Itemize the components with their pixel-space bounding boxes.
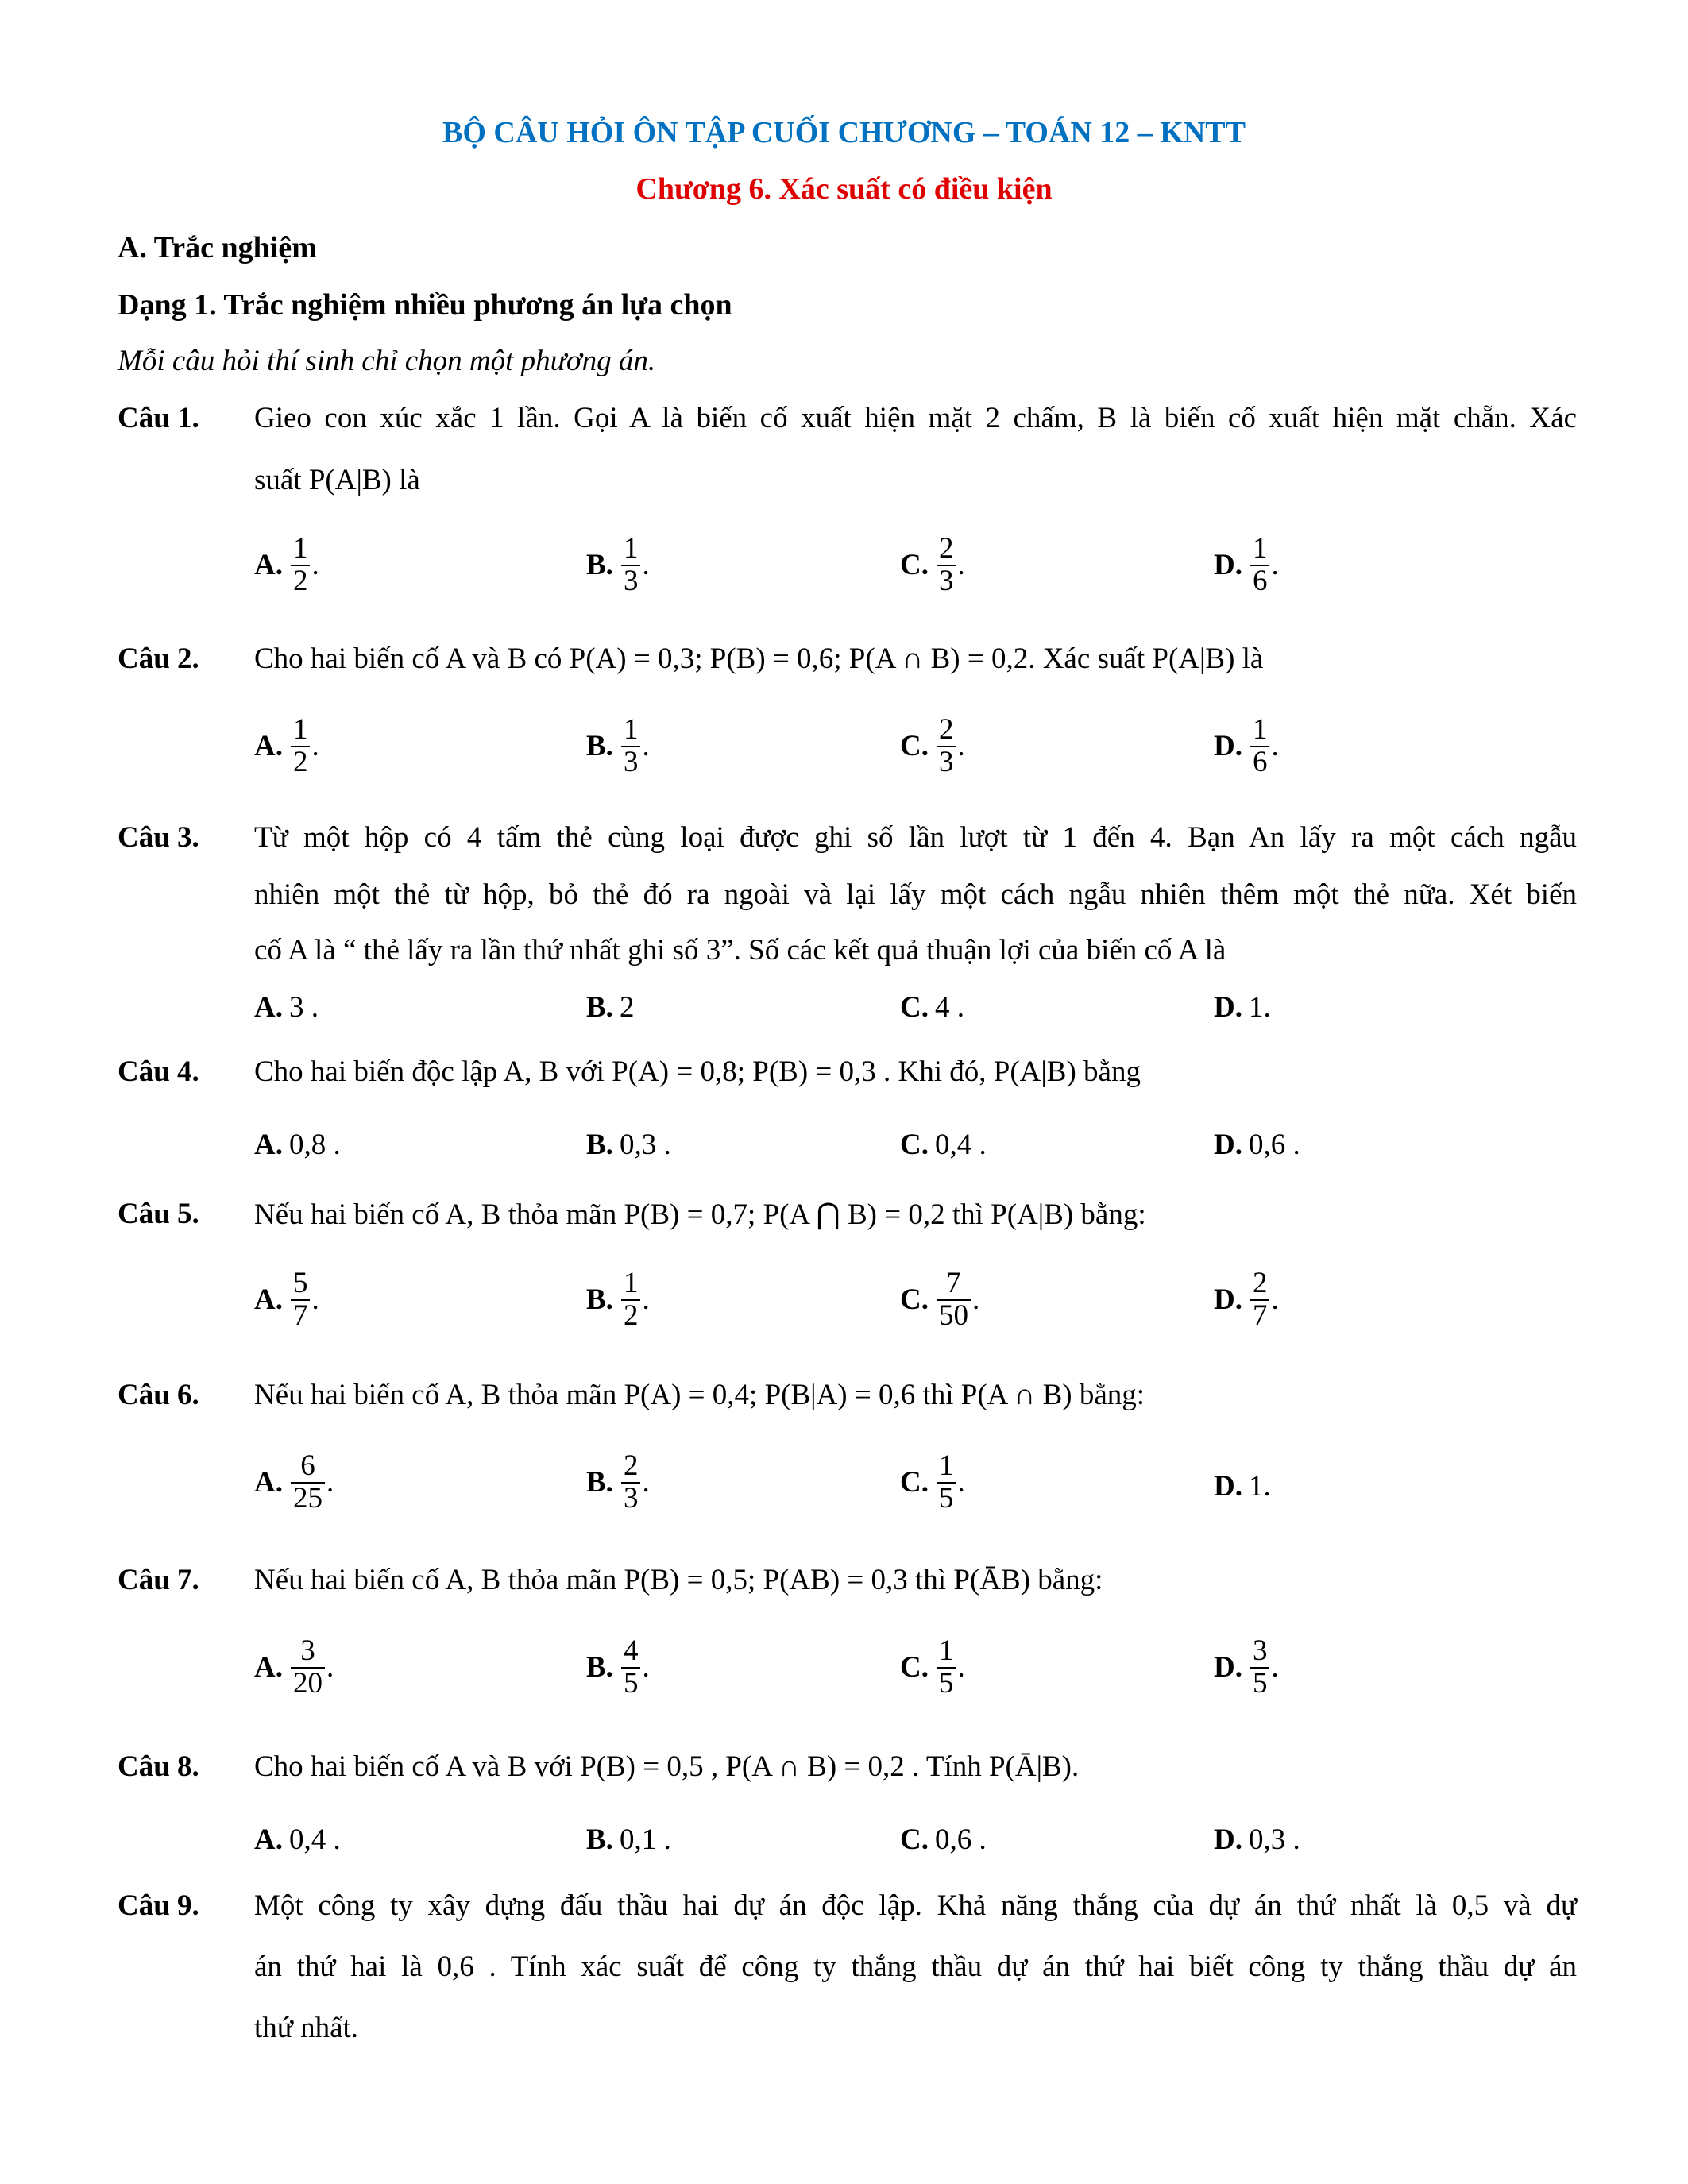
numerator: 1 [623,1267,639,1299]
fraction [291,1451,325,1515]
document-title: BỘ CÂU HỎI ÔN TẬP CUỐI CHƯƠNG – TOÁN 12 – KNTT [442,116,1246,149]
option-a[interactable] [254,534,319,597]
fraction [621,1268,641,1332]
option-c[interactable] [900,1823,987,1857]
option-value: 0,4 . [934,1129,987,1161]
numerator: 1 [292,713,308,746]
question-type-heading: Dạng 1. Trắc nghiệm nhiều phương án lựa chọn [118,288,732,322]
option-suffix: . [1271,1651,1279,1684]
option-c[interactable] [900,534,965,597]
numerator: 3 [1252,1634,1268,1667]
fraction [291,715,311,778]
option-value: 0,6 . [934,1823,987,1856]
question-label: Câu 7. [118,1564,199,1596]
fraction [621,534,641,597]
option-key: A. [254,991,283,1024]
option-b[interactable] [586,1636,650,1700]
denominator: 6 [1250,746,1270,778]
denominator: 3 [621,746,641,778]
fraction [937,1268,971,1332]
option-c[interactable] [900,1268,979,1332]
question-text-line: Nếu hai biến cố A, B thỏa mãn P(B) = 0,7; P(A ⋂ B) = 0,2 thì P(A|B) bằng: [254,1198,1146,1231]
option-key: A. [254,1466,283,1499]
denominator: 20 [291,1667,325,1700]
denominator: 3 [937,746,956,778]
fraction [1250,1268,1270,1332]
instruction-text: Mỗi câu hỏi thí sinh chỉ chọn một phương án. [118,345,656,377]
option-suffix: . [642,730,650,763]
question-text-line: cố A là “ thẻ lấy ra lần thứ nhất ghi số 3”. Số các kết quả thuận lợi của biến cố A là [254,934,1226,967]
option-value: 1. [1248,1470,1271,1503]
option-key: C. [900,991,929,1024]
chapter-title: Chương 6. Xác suất có điều kiện [635,172,1053,206]
option-key: B. [586,1651,613,1684]
option-a[interactable] [254,990,319,1024]
option-key: D. [1214,1129,1242,1161]
question-text-line: thứ nhất. [254,2012,359,2044]
option-key: C. [900,1283,929,1317]
option-suffix: . [311,1283,319,1317]
option-suffix: . [642,1283,650,1317]
denominator: 3 [621,1482,641,1515]
question-label: Câu 8. [118,1750,199,1783]
option-suffix: . [971,1283,980,1317]
option-key: D. [1214,730,1242,763]
numerator: 2 [623,1449,639,1482]
numerator: 3 [300,1634,315,1667]
numerator: 4 [623,1634,639,1667]
denominator: 25 [291,1482,325,1515]
question-text-line: Một công ty xây dựng đấu thầu hai dự án độc lập. Khả năng thắng của dự án thứ nhất là 0,5 và dự [254,1889,1577,1922]
question-text-line: Nếu hai biến cố A, B thỏa mãn P(B) = 0,5; P(AB) = 0,3 thì P(ĀB) bằng: [254,1564,1103,1596]
option-key: B. [586,1823,613,1856]
option-suffix: . [1271,549,1279,582]
option-suffix: . [311,730,319,763]
option-c[interactable] [900,1451,965,1515]
option-a[interactable] [254,1128,341,1162]
question-text-line: Cho hai biến độc lập A, B với P(A) = 0,8; P(B) = 0,3 . Khi đó, P(A|B) bằng [254,1055,1141,1088]
section-heading: A. Trắc nghiệm [118,231,317,264]
fraction [1250,715,1270,778]
option-c[interactable] [900,990,964,1024]
option-key: D. [1214,1651,1242,1684]
option-suffix: . [957,549,965,582]
option-value: 2 [619,991,635,1024]
option-a[interactable] [254,1636,334,1700]
option-key: D. [1214,549,1242,582]
option-d[interactable] [1214,1469,1271,1503]
option-value: 0,1 . [619,1823,671,1856]
fraction [937,1451,956,1515]
option-suffix: . [957,1651,965,1684]
option-key: C. [900,1651,929,1684]
option-suffix: . [326,1466,334,1499]
option-suffix: . [311,549,319,582]
question-label: Câu 9. [118,1889,199,1922]
option-key: B. [586,1283,613,1317]
option-a[interactable] [254,1823,341,1857]
numerator: 1 [292,532,308,565]
question-text-line: án thứ hai là 0,6 . Tính xác suất để công ty thắng thầu dự án thứ hai biết công ty thắng thầu dự án [254,1951,1577,1983]
denominator: 2 [291,565,311,597]
option-a[interactable] [254,1451,334,1515]
fraction [291,534,311,597]
question-text-line: Cho hai biến cố A và B với P(B) = 0,5 , P(A ∩ B) = 0,2 . Tính P(Ā|B). [254,1750,1080,1783]
denominator: 3 [621,565,641,597]
denominator: 5 [937,1482,956,1515]
option-d[interactable] [1214,715,1279,778]
option-b[interactable] [586,534,650,597]
option-suffix: . [1271,1283,1279,1317]
fraction [291,1268,311,1332]
denominator: 7 [1250,1299,1270,1332]
denominator: 5 [1250,1667,1270,1700]
option-d[interactable] [1214,990,1271,1024]
option-b[interactable] [586,715,650,778]
numerator: 7 [946,1267,961,1299]
question-label: Câu 5. [118,1198,199,1230]
option-b[interactable] [586,1268,650,1332]
fraction [1250,1636,1270,1700]
option-d[interactable] [1214,1823,1300,1857]
question-text-line: nhiên một thẻ từ hộp, bỏ thẻ đó ra ngoài và lại lấy một cách ngẫu nhiên thêm một thẻ nữa. Xét biến [254,878,1577,911]
fraction [291,1636,325,1700]
denominator: 7 [291,1299,311,1332]
option-key: C. [900,1129,929,1161]
option-key: B. [586,549,613,582]
option-key: A. [254,1651,283,1684]
numerator: 2 [1252,1267,1268,1299]
option-value: 0,8 . [288,1129,341,1161]
option-c[interactable] [900,1128,987,1162]
fraction [937,715,956,778]
denominator: 3 [937,565,956,597]
question-text-line: suất P(A|B) là [254,464,420,496]
option-key: D. [1214,1823,1242,1856]
option-value: 4 . [934,991,964,1024]
numerator: 2 [938,532,954,565]
option-key: D. [1214,1283,1242,1317]
option-suffix: . [642,1466,650,1499]
numerator: 1 [938,1634,954,1667]
option-a[interactable] [254,1268,319,1332]
option-b[interactable] [586,1823,671,1857]
fraction [1250,534,1270,597]
option-d[interactable] [1214,534,1279,597]
numerator: 1 [1252,713,1268,746]
option-suffix: . [642,549,650,582]
option-key: C. [900,1823,929,1856]
denominator: 50 [937,1299,971,1332]
option-key: A. [254,1283,283,1317]
numerator: 2 [938,713,954,746]
question-label: Câu 2. [118,642,199,675]
fraction [621,1451,641,1515]
option-suffix: . [1271,730,1279,763]
option-suffix: . [642,1651,650,1684]
denominator: 5 [937,1667,956,1700]
option-d[interactable] [1214,1636,1279,1700]
option-suffix: . [326,1651,334,1684]
question-text-line: Gieo con xúc xắc 1 lần. Gọi A là biến cố xuất hiện mặt 2 chấm, B là biến cố xuất hiện mặt chẵn. Xác [254,402,1577,434]
option-key: A. [254,730,283,763]
option-a[interactable] [254,715,319,778]
numerator: 1 [938,1449,954,1482]
option-key: C. [900,1466,929,1499]
option-suffix: . [957,1466,965,1499]
question-text-line: Nếu hai biến cố A, B thỏa mãn P(A) = 0,4; P(B|A) = 0,6 thì P(A ∩ B) bằng: [254,1379,1145,1411]
question-text-line: Từ một hộp có 4 tấm thẻ cùng loại được ghi số lần lượt từ 1 đến 4. Bạn An lấy ra một cách ngẫu [254,821,1577,854]
option-key: A. [254,1823,283,1856]
question-label: Câu 6. [118,1379,199,1411]
question-label: Câu 3. [118,821,199,854]
option-c[interactable] [900,1636,965,1700]
fraction [937,534,956,597]
fraction [621,715,641,778]
option-b[interactable] [586,1128,671,1162]
numerator: 6 [300,1449,315,1482]
option-value: 1. [1248,991,1271,1024]
denominator: 2 [291,746,311,778]
numerator: 1 [1252,532,1268,565]
option-key: B. [586,1129,613,1161]
denominator: 6 [1250,565,1270,597]
option-key: C. [900,549,929,582]
question-text-line: Cho hai biến cố A và B có P(A) = 0,3; P(B) = 0,6; P(A ∩ B) = 0,2. Xác suất P(A|B) là [254,642,1264,675]
option-key: D. [1214,991,1242,1024]
option-key: B. [586,730,613,763]
option-key: B. [586,991,613,1024]
option-key: C. [900,730,929,763]
numerator: 1 [623,713,639,746]
question-label: Câu 4. [118,1055,199,1088]
fraction [621,1636,641,1700]
option-key: B. [586,1466,613,1499]
denominator: 5 [621,1667,641,1700]
option-b[interactable] [586,1451,650,1515]
denominator: 2 [621,1299,641,1332]
option-key: A. [254,1129,283,1161]
option-c[interactable] [900,715,965,778]
option-value: 3 . [288,991,319,1024]
option-b[interactable] [586,990,634,1024]
option-value: 0,3 . [619,1129,671,1161]
option-d[interactable] [1214,1268,1279,1332]
option-d[interactable] [1214,1128,1300,1162]
fraction [937,1636,956,1700]
option-key: A. [254,549,283,582]
option-value: 0,4 . [288,1823,341,1856]
option-suffix: . [957,730,965,763]
option-key: D. [1214,1470,1242,1503]
question-label: Câu 1. [118,402,199,434]
numerator: 5 [292,1267,308,1299]
option-value: 0,6 . [1248,1129,1300,1161]
numerator: 1 [623,532,639,565]
option-value: 0,3 . [1248,1823,1300,1856]
